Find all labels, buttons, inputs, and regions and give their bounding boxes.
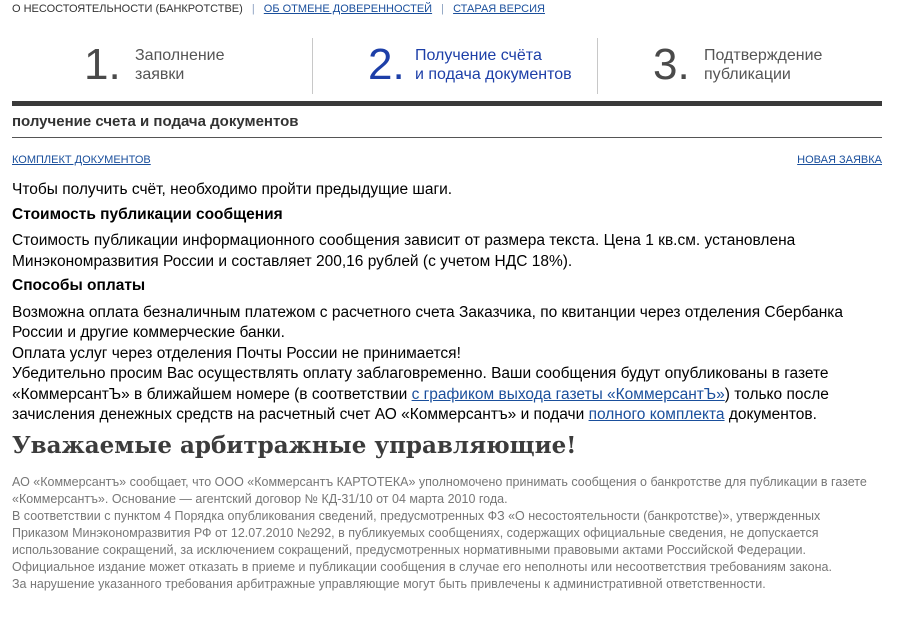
steps-progress	[12, 38, 882, 94]
newspaper-schedule-link[interactable]: с графиком выхода газеты «КоммерсантЪ»	[411, 385, 725, 403]
full-kit-link[interactable]: полного комплекта	[588, 406, 725, 423]
notice-paragraph: Официальное издание может отказать в приеме и публикации сообщения в случае его неполноты или несоответствия требованиям закона.	[12, 560, 832, 574]
step-divider	[312, 38, 313, 94]
notice-paragraph: В соответствии с пунктом 4 Порядка опубликования сведений, предусмотренных ФЗ «О несостоятельности (банкротстве)», утвержденных Приказом Минэкономразвития РФ от 12.07.2010 №292, в публикуемых сообщениях, содержащих официальные сведения, не допускается использование сокращений, за исключением сокращений, предусмотренных нормативными правовыми актами Российской Федерации.	[12, 509, 821, 557]
notice-paragraph: За нарушение указанного требования арбитражные управляющие могут быть привлечены к административной ответственности.	[12, 577, 766, 591]
documents-kit-link[interactable]: КОМПЛЕКТ ДОКУМЕНТОВ	[12, 154, 151, 166]
section-title: получение счета и подача документов	[12, 113, 299, 130]
payment-text-1: Возможна оплата безналичным платежом с расчетного счета Заказчика, по квитанции через отделения Сбербанка России и другие коммерческие банки.	[12, 303, 843, 341]
notice-paragraph: АО «Коммерсантъ» сообщает, что ООО «Коммерсантъ КАРТОТЕКА» уполномочено принимать сообщения о банкротстве для публикации в газете «Коммерсантъ». Основание — агентский договор № КД-31/10 от 04 марта 2010 года.	[12, 475, 867, 506]
step-number: 3.	[653, 40, 690, 89]
payment-text-2: Оплата услуг через отделения Почты России не принимается!	[12, 344, 461, 362]
cost-text: Стоимость публикации информационного сообщения зависит от размера текста. Цена 1 кв.см. установлена Минэкономразвития России и составляет 200,16 рублей (с учетом НДС 18%).	[12, 232, 796, 270]
cost-heading: Стоимость публикации сообщения	[12, 205, 283, 223]
top-navigation	[12, 3, 545, 15]
topnav-separator: |	[251, 3, 255, 15]
step-divider	[597, 38, 598, 94]
divider-thick	[12, 101, 882, 106]
topnav-current-section: О НЕСОСТОЯТЕЛЬНОСТИ (БАНКРОТСТВЕ)	[12, 3, 243, 15]
step-number: 1.	[84, 40, 121, 89]
topnav-separator: |	[441, 3, 445, 15]
managers-heading: Уважаемые арбитражные управляющие!	[12, 432, 577, 459]
step-label: Заполнение заявки	[135, 47, 225, 83]
step-label: Получение счёта и подача документов	[415, 47, 572, 83]
payment-text-3: Убедительно просим Вас осуществлять оплату заблаговременно. Ваши сообщения будут опубликованы в газете «КоммерсантЪ» в ближайшем номере (в соответствии с графиком выхода газеты «КоммерсантЪ») только после зачисления денежных средств на расчетный счет АО «Коммерсантъ» и подачи полного комплекта документов.	[12, 365, 829, 423]
intro-text: Чтобы получить счёт, необходимо пройти предыдущие шаги.	[12, 181, 453, 198]
step-label: Подтверждение публикации	[704, 47, 823, 83]
main-content	[12, 180, 882, 426]
notice-block	[12, 474, 872, 593]
payment-heading: Способы оплаты	[12, 277, 146, 294]
topnav-link-revocation[interactable]: ОБ ОТМЕНЕ ДОВЕРЕННОСТЕЙ	[263, 3, 433, 15]
divider-thin	[12, 137, 882, 138]
step-number: 2.	[368, 40, 405, 89]
new-request-link[interactable]: НОВАЯ ЗАЯВКА	[797, 154, 882, 166]
topnav-link-old-version[interactable]: СТАРАЯ ВЕРСИЯ	[453, 3, 545, 15]
